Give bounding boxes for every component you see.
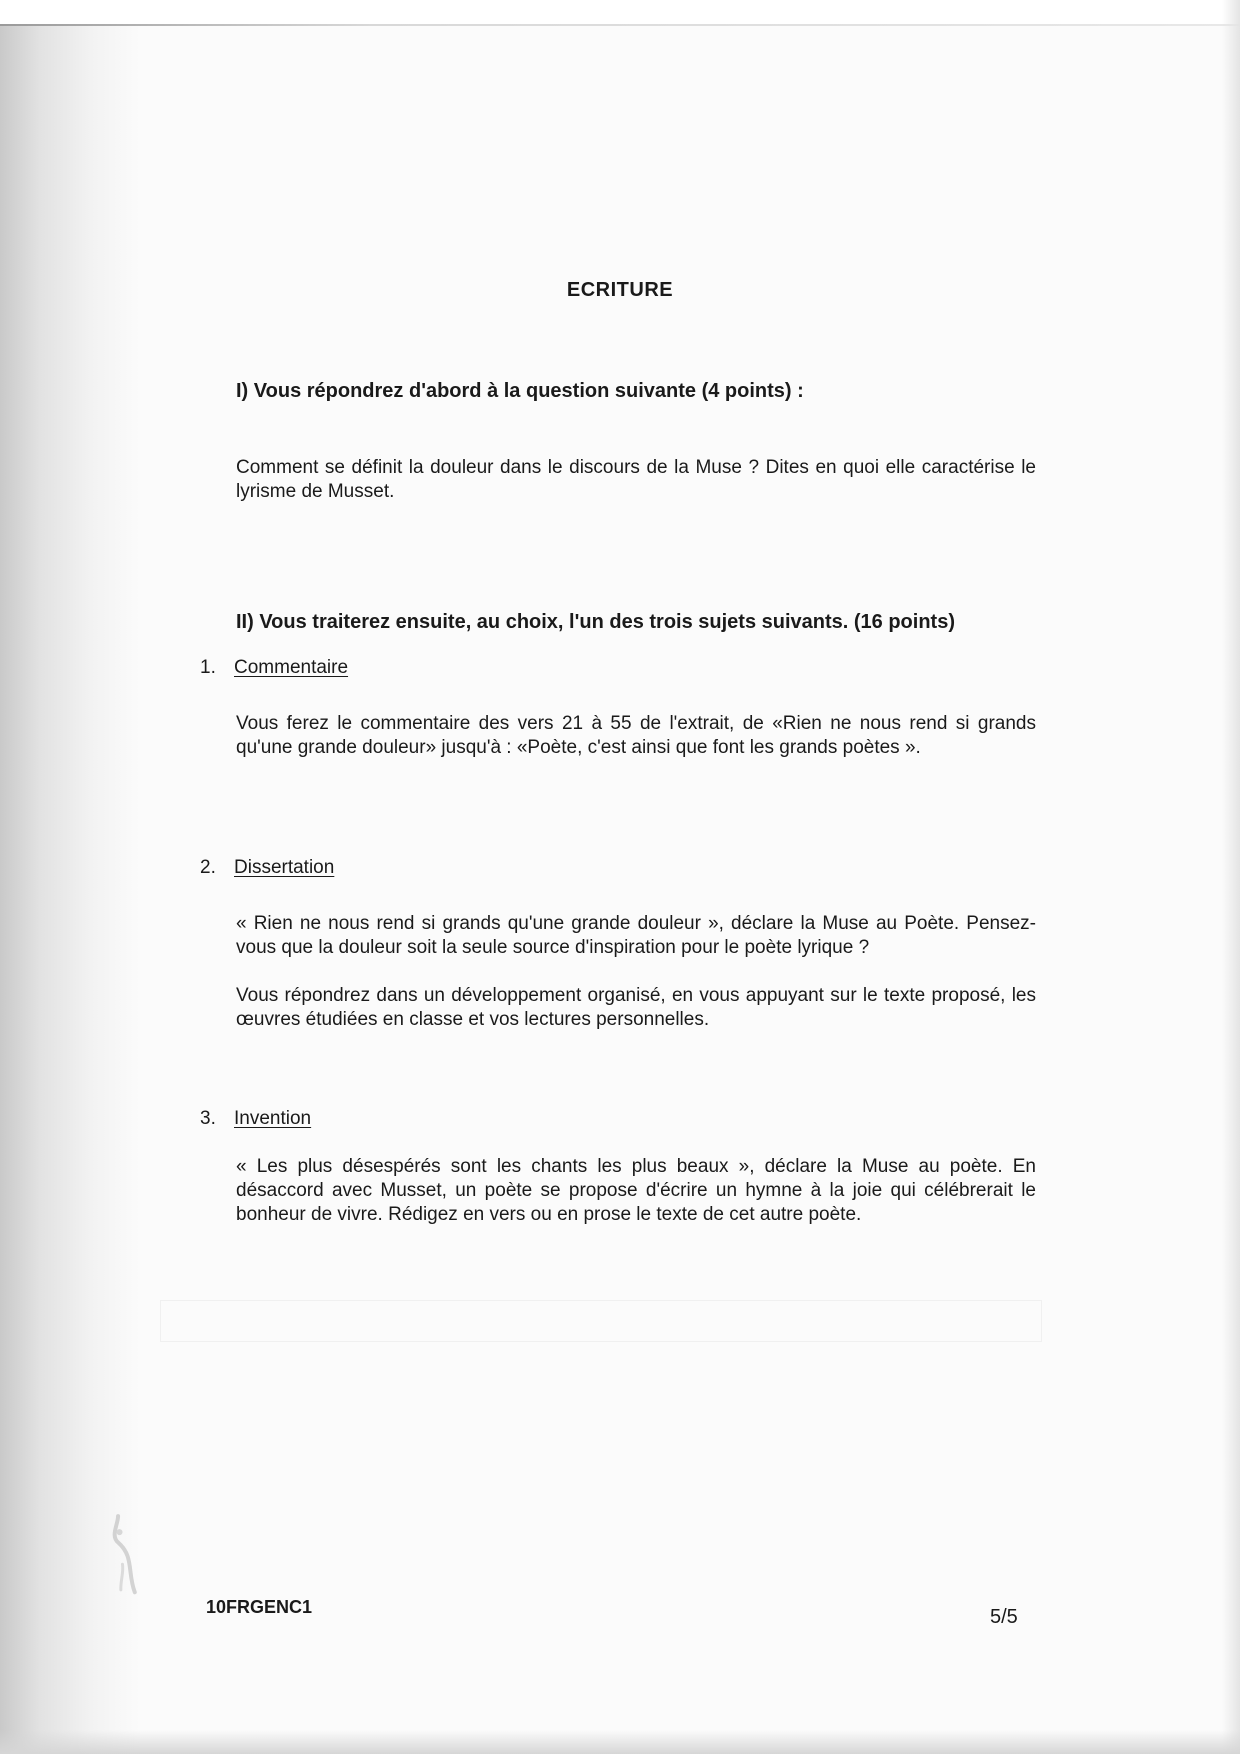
item-text-dissertation-prompt: « Rien ne nous rend si grands qu'une grande douleur », déclare la Muse au Poète. Pensez-vous que la douleur soit la seule source d'inspiration pour le poète lyrique ? bbox=[236, 913, 1036, 958]
page-title: ECRITURE bbox=[566, 279, 674, 301]
page-bottom-edge bbox=[0, 1730, 1240, 1754]
item-text-invention: « Les plus désespérés sont les chants les plus beaux », déclare la Muse au poète. En désaccord avec Musset, un poète se propose d'écrire un hymne à la joie qui célébrerait le bonheur de vivre. Rédigez en vers ou en prose le texte de cet autre poète. bbox=[236, 1156, 1036, 1225]
item-title-commentaire: Commentaire bbox=[234, 657, 349, 678]
page-top-edge bbox=[0, 0, 1240, 24]
page-fold-line bbox=[0, 24, 1240, 26]
page-right-edge bbox=[1222, 0, 1240, 1754]
footer-page-number: 5/5 bbox=[990, 1606, 1018, 1628]
page-left-shadow bbox=[0, 0, 140, 1754]
item-number: 2. bbox=[200, 857, 216, 878]
footer-subject-code: 10FRGENC1 bbox=[206, 1597, 313, 1617]
question-text: Comment se définit la douleur dans le discours de la Muse ? Dites en quoi elle caractérise le lyrisme de Musset. bbox=[236, 457, 1036, 502]
item-title-dissertation: Dissertation bbox=[234, 857, 335, 878]
show-through-box bbox=[160, 1300, 1042, 1342]
part2-heading: II) Vous traiterez ensuite, au choix, l'un des trois sujets suivants. (16 points) bbox=[236, 611, 955, 633]
item-text-dissertation-instructions: Vous répondrez dans un développement organisé, en vous appuyant sur le texte proposé, les œuvres étudiées en classe et vos lectures personnelles. bbox=[236, 985, 1036, 1030]
part1-heading: I) Vous répondrez d'abord à la question suivante (4 points) : bbox=[236, 380, 804, 402]
item-title-invention: Invention bbox=[234, 1108, 312, 1129]
item-text-commentaire: Vous ferez le commentaire des vers 21 à 55 de l'extrait, de «Rien ne nous rend si grands qu'une grande douleur» jusqu'à : «Poète, c'est ainsi que font les grands poètes ». bbox=[236, 713, 1036, 758]
item-number: 3. bbox=[200, 1108, 216, 1129]
item-number: 1. bbox=[200, 657, 216, 678]
